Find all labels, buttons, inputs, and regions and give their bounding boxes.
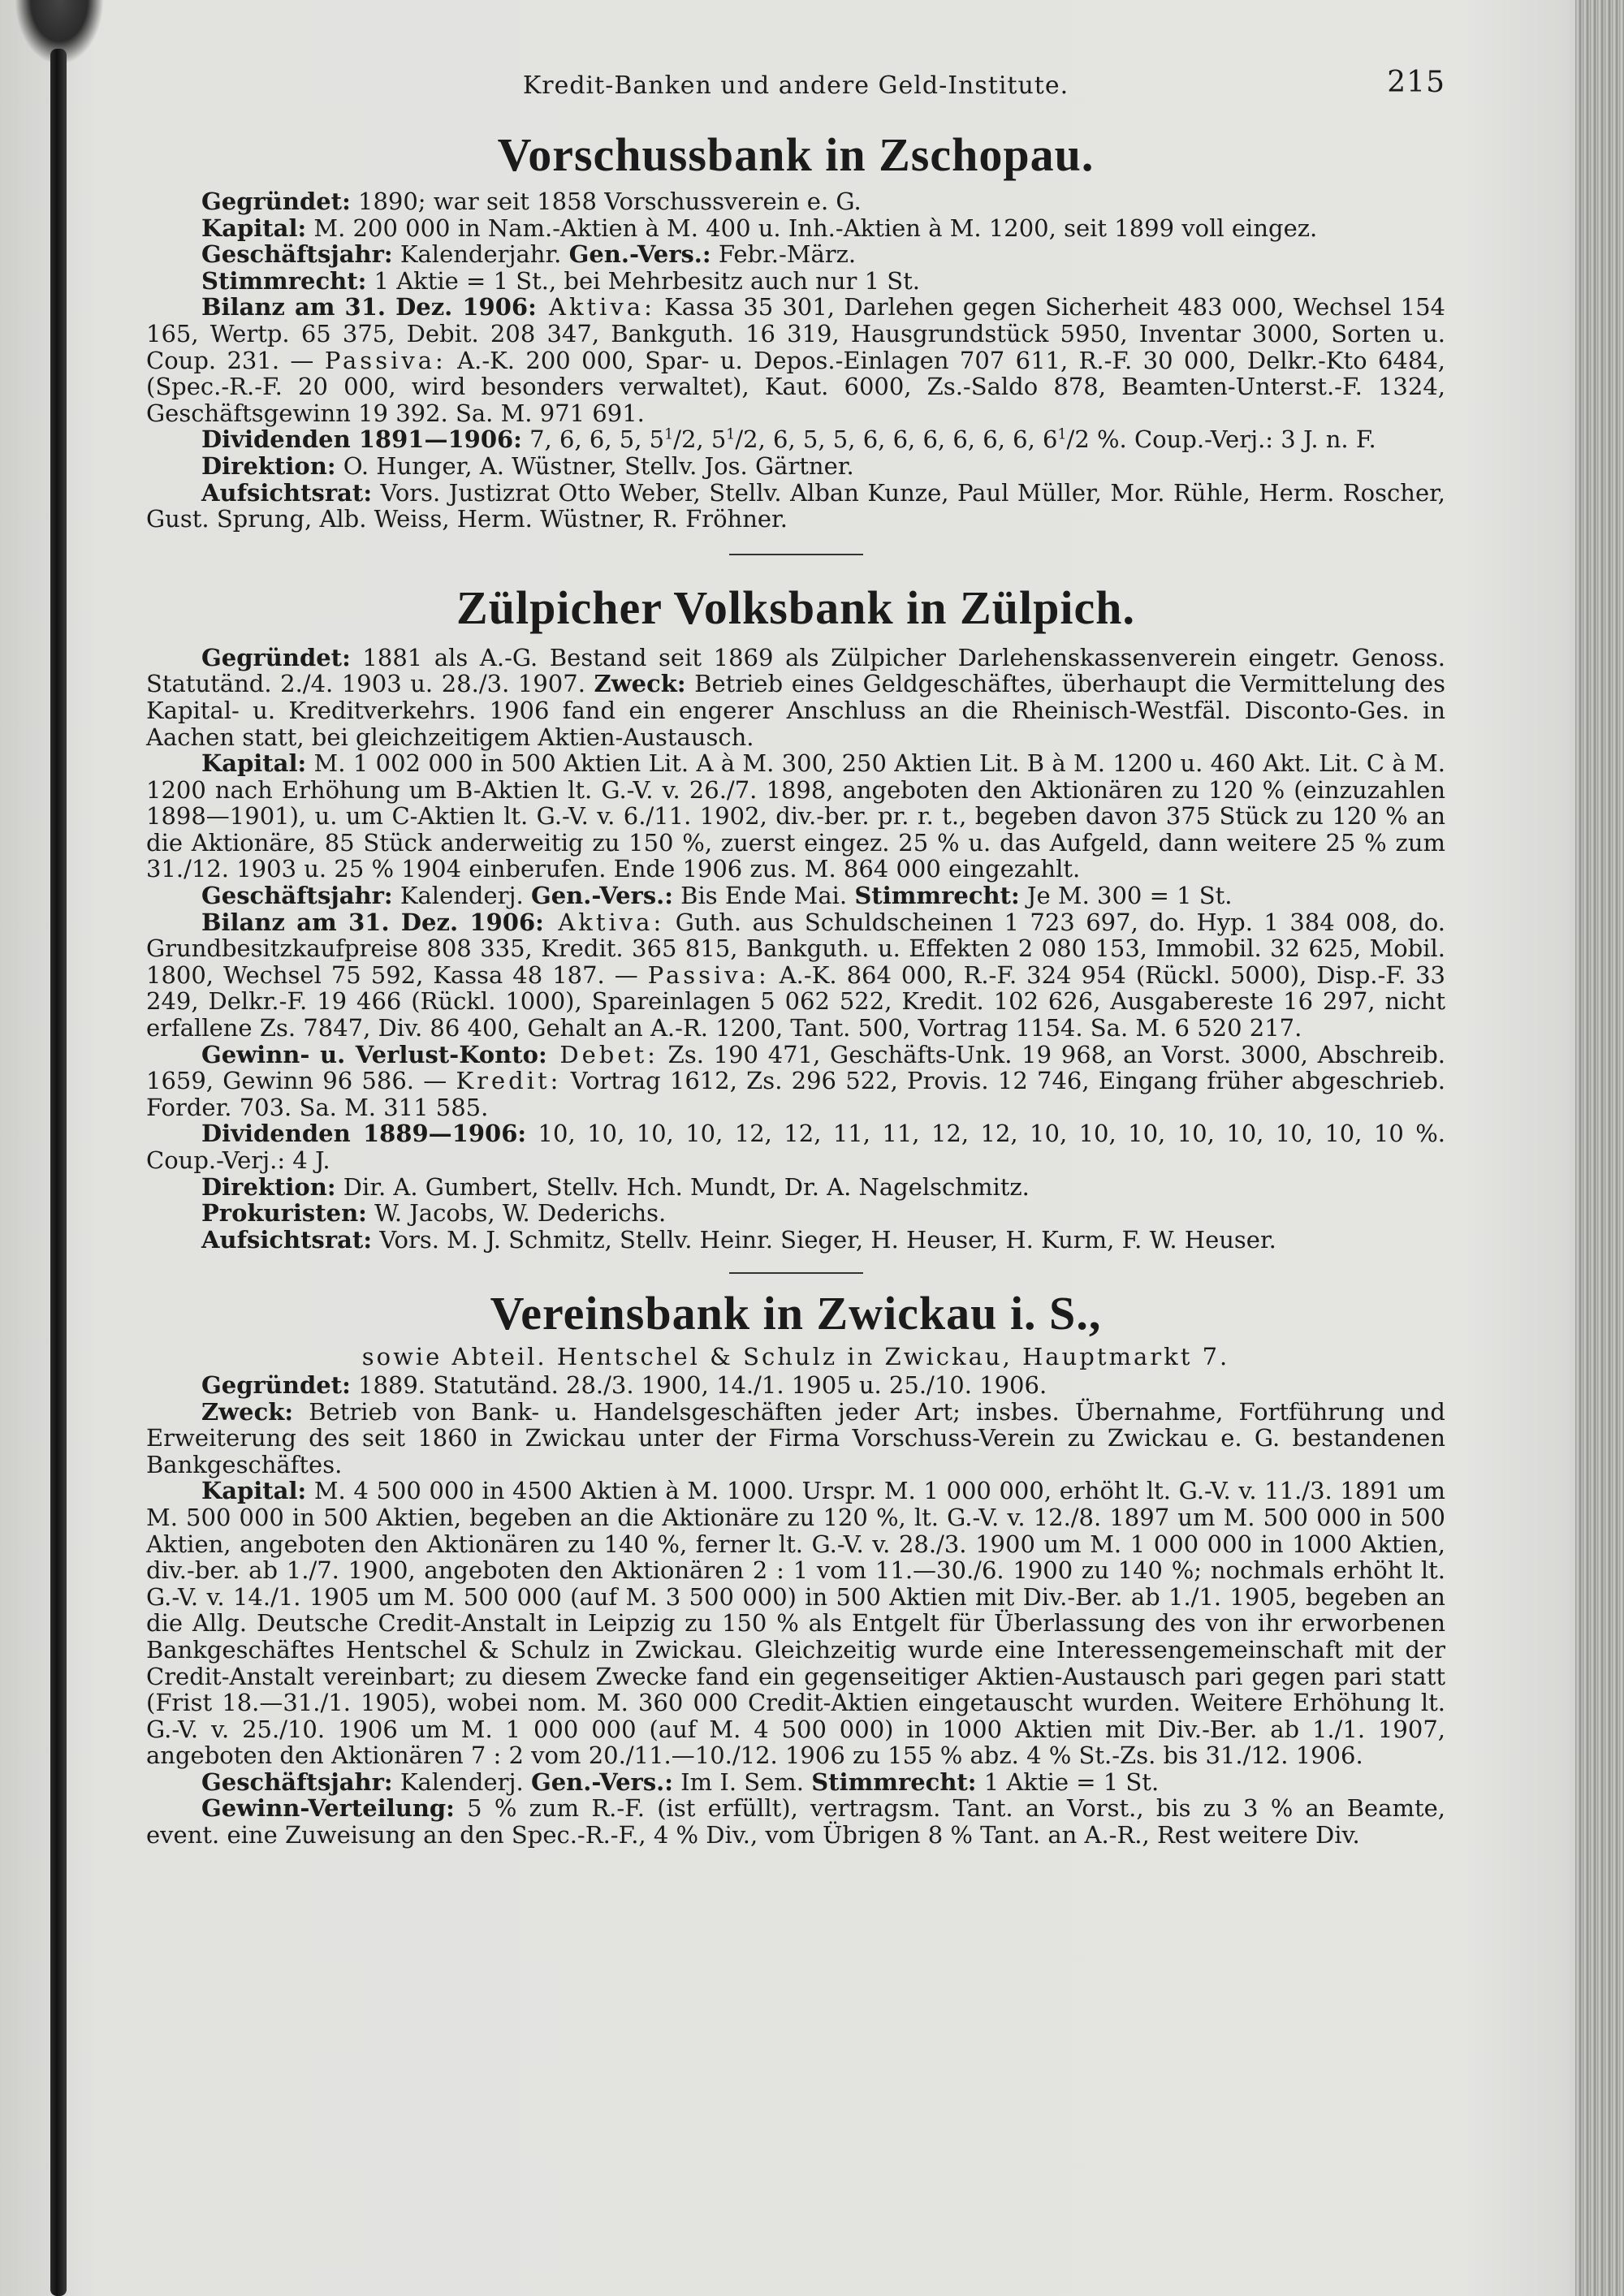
supervisory-board-text: Vors. M. J. Schmitz, Stellv. Heinr. Sieger, H. Heuser, H. Kurm, F. W. Heuser.: [372, 1225, 1276, 1254]
general-meeting-label: Gen.-Vers.:: [568, 240, 711, 269]
dividends-paragraph: [146, 426, 1445, 453]
balance-label: Bilanz am 31. Dez. 1906:: [201, 293, 537, 322]
profit-distribution-text: 5 % zum R.-F. (ist erfüllt), vertragsm. Tant. an Vorst., bis zu 3 % an Beamte, event. eine Zuweisung an den Spec.-R.-F., 4 % Div., vom Übrigen 8 % Tant. an A.-R., Rest weitere Div.: [146, 1794, 1445, 1849]
general-meeting-text: Im I. Sem.: [672, 1767, 812, 1796]
section-separator: [729, 1272, 863, 1274]
supervisory-board-paragraph: [146, 480, 1445, 533]
capital-paragraph: [146, 1478, 1445, 1769]
capital-text: M. 1 002 000 in 500 Aktien Lit. A à M. 300, 250 Aktien Lit. B à M. 1200 u. 460 Akt. Lit. C à M. 1200 nach Erhöhung um B-Aktien lt. G.-V. v. 26./7. 1898, angeboten den Aktionären zu 120 % (einzuzahlen 1898—1901), u. um C-Aktien lt. G.-V. v. 6./11. 1902, div.-ber. pr. r. t., begeben davon 375 Stück zu 120 % an die Aktionäre, 85 Stück anderweitig zu 150 %, zuerst eingez. 25 % u. das Aufgeld, dann weitere 25 % zum 31./12. 1903 u. 25 % 1904 einberufen. Ende 1906 zus. M. 864 000 eingezahlt.: [146, 749, 1445, 883]
entry-vorschussbank-zschopau: [146, 127, 1445, 533]
liabilities-label: Passiva:: [647, 960, 770, 989]
entry-title: Zülpicher Volksbank in Zülpich.: [456, 580, 1135, 634]
capital-text: M. 4 500 000 in 4500 Aktien à M. 1000. Urspr. M. 1 000 000, erhöht lt. G.-V. v. 11./3. 1891 um M. 500 000 in 500 Aktien, begeben an die Aktionäre zu 120 %, lt. G.-V. v. 12./8. 1897 um M. 500 000 in 500 Aktien, angeboten den Aktionären zu 140 %, ferner lt. G.-V. v. 28./3. 1900 um M. 1 000 000 in 1000 Aktien, div.-ber. ab 1./7. 1900, angeboten den Aktionären 2 : 1 vom 11.—30./6. 1900 zu 140 %; nochmals erhöht lt. G.-V. v. 14./1. 1905 um M. 500 000 (auf M. 3 500 000) in 500 Aktien mit Div.-Ber. ab 1./1. 1905, begeben an die Allg. Deutsche Credit-Anstalt in Leipzig zu 150 % als Entgelt für Überlassung des von ihr erworbenen Bankgeschäftes Hentschel & Schulz in Zwickau. Gleichzeitig wurde eine Interessengemeinschaft mit der Credit-Anstalt vereinbart; zu diesem Zwecke fand ein gegenseitiger Aktien-Austausch pari gegen pari statt (Frist 18.—31./1. 1905), wobei nom. M. 360 000 Credit-Aktien eingetauscht wurden. Weitere Erhöhung lt. G.-V. v. 25./10. 1906 um M. 1 000 000 (auf M. 4 500 000) in 1000 Aktien mit Div.-Ber. ab 1./1. 1907, angeboten den Aktionären 7 : 2 vom 20./11.—10./12. 1906 zu 155 % abz. 4 % St.-Zs. bis 31./12. 1906.: [146, 1477, 1445, 1770]
founded-text: 1889. Statutänd. 28./3. 1900, 14./1. 1905 u. 25./10. 1906.: [350, 1370, 1047, 1399]
credit-text: Vortrag 1612, Zs. 296 522, Provis. 12 746, Eingang früher abgeschrieb. Forder. 703. Sa. M. 311 585.: [146, 1067, 1445, 1121]
fraction-numerator: 1: [1057, 426, 1067, 443]
liabilities-label: Passiva:: [324, 346, 447, 374]
profit-loss-paragraph: [146, 1042, 1445, 1121]
founded-text: 1890; war seit 1858 Vorschussverein e. G.: [350, 188, 862, 215]
profit-distribution-paragraph: [146, 1795, 1445, 1848]
credit-label: Kredit:: [456, 1067, 562, 1095]
authorized-officers-text: W. Jacobs, W. Dederichs.: [366, 1199, 667, 1228]
founded-label: Gegründet:: [201, 1370, 351, 1399]
fiscal-year-label: Geschäftsjahr:: [201, 882, 393, 910]
dividends-text: 10, 10, 10, 10, 12, 12, 11, 11, 12, 12, 10, 10, 10, 10, 10, 10, 10, 10 %. Coup.-Verj.: 4 J.: [146, 1120, 1446, 1174]
page-content: [146, 67, 1445, 1849]
general-meeting-text: Febr.-März.: [710, 240, 857, 269]
voting-text: Je M. 300 = 1 St.: [1019, 882, 1233, 910]
entry-title: Vorschussbank in Zschopau.: [497, 128, 1095, 181]
entry-title: Vereinsbank in Zwickau i. S.,: [490, 1287, 1102, 1340]
assets-text: Kassa 35 301, Darlehen gegen Sicherheit 483 000, Wechsel 154 165, Wertp. 65 375, Debit. 208 347, Bankguth. 16 319, Hausgrundstück 5950, Inventar 3000, Sorten u. Coup. 231. —: [146, 293, 1445, 374]
assets-label: Aktiva:: [543, 908, 665, 936]
capital-label: Kapital:: [201, 214, 307, 242]
founded-label: Gegründet:: [201, 188, 351, 215]
founded-text: 1881 als A.-G. Bestand seit 1869 als Zülpicher Darlehenskassenverein eingetr. Genoss. Statutänd. 2./4. 1903 u. 28./3. 1907.: [146, 643, 1445, 698]
entry-zuelpicher-volksbank: [146, 580, 1445, 1254]
founded-paragraph: [146, 188, 1445, 215]
dividends-label: Dividenden 1891—1906:: [201, 425, 522, 454]
liabilities-text: A.-K. 864 000, R.-F. 324 954 (Rückl. 5000), Disp.-F. 33 249, Delkr.-F. 19 466 (Rückl. 1000), Spareinlagen 5 062 522, Kredit. 102 626, Ausgabereste 16 297, nicht erfallene Zs. 7847, Div. 86 400, Gehalt an A.-R. 1200, Tant. 500, Vortrag 1154. Sa. M. 6 520 217.: [146, 960, 1446, 1042]
fiscal-year-paragraph: [146, 241, 1445, 268]
supervisory-board-paragraph: [146, 1227, 1445, 1254]
fiscal-year-text: Kalenderjahr.: [392, 240, 569, 269]
management-text: Dir. A. Gumbert, Stellv. Hch. Mundt, Dr. A. Nagelschmitz.: [335, 1172, 1030, 1201]
authorized-officers-label: Prokuristen:: [201, 1199, 367, 1228]
capital-paragraph: [146, 215, 1445, 242]
fraction-numerator: 1: [726, 426, 736, 443]
fiscal-year-text: Kalenderj.: [392, 1767, 531, 1796]
purpose-label: Zweck:: [594, 670, 686, 698]
founded-paragraph: [146, 1372, 1445, 1399]
capital-label: Kapital:: [201, 749, 307, 778]
management-label: Direktion:: [201, 451, 336, 480]
entry-vereinsbank-zwickau: [146, 1285, 1445, 1848]
dividends-label: Dividenden 1889—1906:: [201, 1120, 527, 1148]
entry-subtitle: sowie Abteil. Hentschel & Schulz in Zwickau, Hauptmarkt 7.: [361, 1343, 1230, 1371]
dividends-paragraph: [146, 1120, 1445, 1173]
page-edge: [1575, 0, 1624, 2296]
authorized-officers-paragraph: [146, 1200, 1445, 1227]
section-separator: [729, 554, 863, 555]
voting-label: Stimmrecht:: [811, 1767, 977, 1796]
fiscal-year-paragraph: [146, 1769, 1445, 1796]
debit-label: Debet:: [546, 1040, 659, 1068]
dividends-text-d: /2 %. Coup.-Verj.: 3 J. n. F.: [1066, 425, 1376, 454]
assets-text: Guth. aus Schuldscheinen 1 723 697, do. Hyp. 1 384 008, do. Grundbesitzkaufpreise 808 335, Kredit. 365 815, Bankguth. u. Effekten 2 080 153, Immobil. 32 625, Mobil. 1800, Wechsel 75 592, Kassa 48 187. —: [146, 908, 1445, 989]
supervisory-board-text: Vors. Justizrat Otto Weber, Stellv. Alban Kunze, Paul Müller, Mor. Rühle, Herm. Roscher, Gust. Sprung, Alb. Weiss, Herm. Wüstner, R. Fröhner.: [146, 478, 1445, 533]
purpose-label: Zweck:: [201, 1397, 294, 1426]
assets-label: Aktiva:: [536, 293, 655, 322]
founded-label: Gegründet:: [201, 643, 351, 671]
management-paragraph: [146, 1174, 1445, 1201]
purpose-text: Betrieb eines Geldgeschäftes, überhaupt die Vermittelung des Kapital- u. Kreditverkehrs. 1906 fand ein engerer Anschluss an die Rheinisch-Westfäl. Disconto-Ges. in Aachen statt, bei gleichzeitigem Aktien-Austausch.: [146, 670, 1445, 751]
dividends-text: 7, 6, 6, 5, 5: [521, 425, 665, 454]
supervisory-board-label: Aufsichtsrat:: [201, 478, 373, 507]
voting-label: Stimmrecht:: [854, 882, 1020, 910]
page-number: 215: [1387, 66, 1445, 99]
balance-label: Bilanz am 31. Dez. 1906:: [201, 908, 544, 936]
balance-paragraph: [146, 909, 1445, 1042]
liabilities-text: A.-K. 200 000, Spar- u. Depos.-Einlagen 707 611, R.-F. 30 000, Delkr.-Kto 6484, (Spec.-R.-F. 20 000, wird besonders verwaltet), Kaut. 6000, Zs.-Saldo 878, Beamten-Unterst.-F. 1324, Geschäftsgewinn 19 392. Sa. M. 971 691.: [146, 346, 1445, 427]
voting-label: Stimmrecht:: [201, 266, 367, 295]
purpose-paragraph: [146, 1399, 1445, 1478]
fraction-numerator: 1: [664, 426, 674, 443]
capital-label: Kapital:: [201, 1477, 307, 1505]
dividends-text-c: /2, 6, 5, 5, 6, 6, 6, 6, 6, 6, 6: [735, 425, 1058, 454]
fiscal-year-paragraph: [146, 883, 1445, 909]
founded-paragraph: [146, 645, 1445, 750]
capital-paragraph: [146, 750, 1445, 883]
supervisory-board-label: Aufsichtsrat:: [201, 1225, 373, 1254]
management-paragraph: [146, 453, 1445, 480]
fiscal-year-label: Geschäftsjahr:: [201, 240, 393, 269]
general-meeting-text: Bis Ende Mai.: [672, 882, 855, 910]
fiscal-year-label: Geschäftsjahr:: [201, 1767, 393, 1796]
running-head-title: Kredit-Banken und andere Geld-Institute.: [522, 71, 1069, 100]
profit-distribution-label: Gewinn-Verteilung:: [201, 1794, 455, 1823]
voting-paragraph: [146, 268, 1445, 295]
dividends-text-b: /2, 5: [673, 425, 727, 454]
capital-text: M. 200 000 in Nam.-Aktien à M. 400 u. Inh.-Aktien à M. 1200, seit 1899 voll eingez.: [306, 214, 1318, 242]
management-text: O. Hunger, A. Wüstner, Stellv. Jos. Gärtner.: [335, 451, 854, 480]
purpose-text: Betrieb von Bank- u. Handelsgeschäften jeder Art; insbes. Übernahme, Fortführung und Erweiterung des seit 1860 in Zwickau unter der Firma Vorschuss-Verein zu Zwickau e. G. bestandenen Bankgeschäftes.: [146, 1397, 1445, 1478]
voting-text: 1 Aktie = 1 St.: [976, 1767, 1160, 1796]
voting-text: 1 Aktie = 1 St., bei Mehrbesitz auch nur 1 St.: [366, 266, 920, 295]
profit-loss-label: Gewinn- u. Verlust-Konto:: [201, 1040, 547, 1068]
debit-text: Zs. 190 471, Geschäfts-Unk. 19 968, an Vorst. 3000, Abschreib. 1659, Gewinn 96 586. —: [146, 1040, 1445, 1095]
management-label: Direktion:: [201, 1172, 336, 1201]
general-meeting-label: Gen.-Vers.:: [530, 882, 673, 910]
balance-paragraph: [146, 294, 1445, 426]
general-meeting-label: Gen.-Vers.:: [530, 1767, 673, 1796]
binding-spine: [50, 49, 67, 2296]
fiscal-year-text: Kalenderj.: [392, 882, 531, 910]
running-head: [146, 67, 1445, 115]
